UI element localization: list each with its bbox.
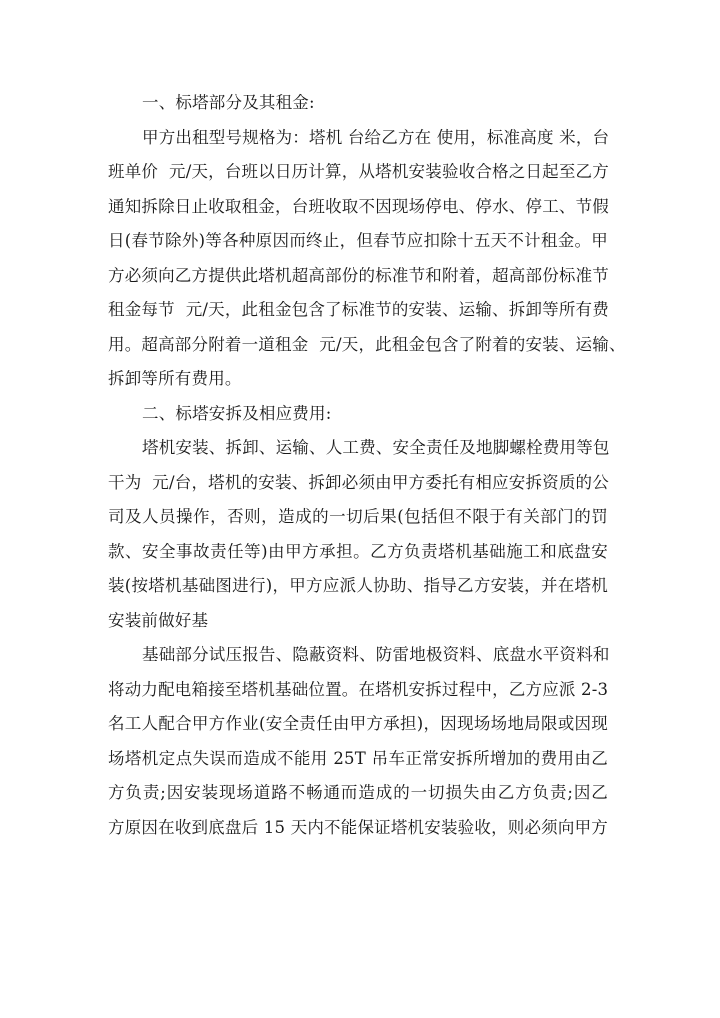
section1-line-3: 通知拆除日止收取租金，台班收取不因现场停电、停水、停工、节假 [108,196,609,216]
section2-p1-line-5: 装(按塔机基础图进行)，甲方应派人协助、指导乙方安装，并在塔机 [108,576,608,595]
section2-p2-line-2: 将动力配电箱接至塔机基础位置。在塔机安拆过程中，乙方应派 2-3 [108,679,609,699]
section2-heading: 二、标塔安拆及相应费用: [142,403,332,423]
section1-line-8: 拆卸等所有费用。 [108,369,242,388]
section1-line-2: 班单价 元/天，台班以日历计算，从塔机安装验收合格之日起至乙方 [108,162,609,181]
section2-p2-line-3: 名工人配合甲方作业(安全责任由甲方承担)，因现场场地局限或因现 [108,714,608,733]
section2-p2-line-1: 基础部分试压报告、隐蔽资料、防雷地极资料、底盘水平资料和 [142,645,610,664]
section1-line-7: 用。超高部分附着一道租金 元/天，此租金包含了附着的安装、运输、 [108,334,626,354]
section2-p2-line-6: 方原因在收到底盘后 15 天内不能保证塔机安装验收，则必须向甲方 [108,817,608,837]
section1-line-1: 甲方出租型号规格为：塔机 台给乙方在 使用，标准高度 米，台 [142,127,610,147]
section1-line-6: 租金每节 元/天，此租金包含了标准节的安装、运输、拆卸等所有费 [108,300,609,319]
section2-p2-line-5: 方负责;因安装现场道路不畅通而造成的一切损失由乙方负责;因乙 [108,783,608,802]
section1-line-4: 日(春节除外)等各种原因而终止，但春节应扣除十五天不计租金。甲 [108,231,608,250]
section2-p1-line-1: 塔机安装、拆卸、运输、人工费、安全责任及地脚螺栓费用等包 [142,438,610,457]
document-body [108,86,626,845]
section1-line-5: 方必须向乙方提供此塔机超高部份的标准节和附着，超高部份标准节 [108,265,609,285]
section2-p1-line-6: 安装前做好基 [108,610,209,630]
section2-p1-line-4: 款、安全事故责任等)由甲方承担。乙方负责塔机基础施工和底盘安 [108,541,608,561]
section2-p2-line-4: 场塔机定点失误而造成不能用 25T 吊车正常安拆所增加的费用由乙 [108,748,608,768]
section2-p1-line-2: 干为 元/台，塔机的安装、拆卸必须由甲方委托有相应安拆资质的公 [108,472,609,492]
section1-heading: 一、标塔部分及其租金: [142,93,315,112]
section2-p1-line-3: 司及人员操作，否则，造成的一切后果(包括但不限于有关部门的罚 [108,507,608,526]
